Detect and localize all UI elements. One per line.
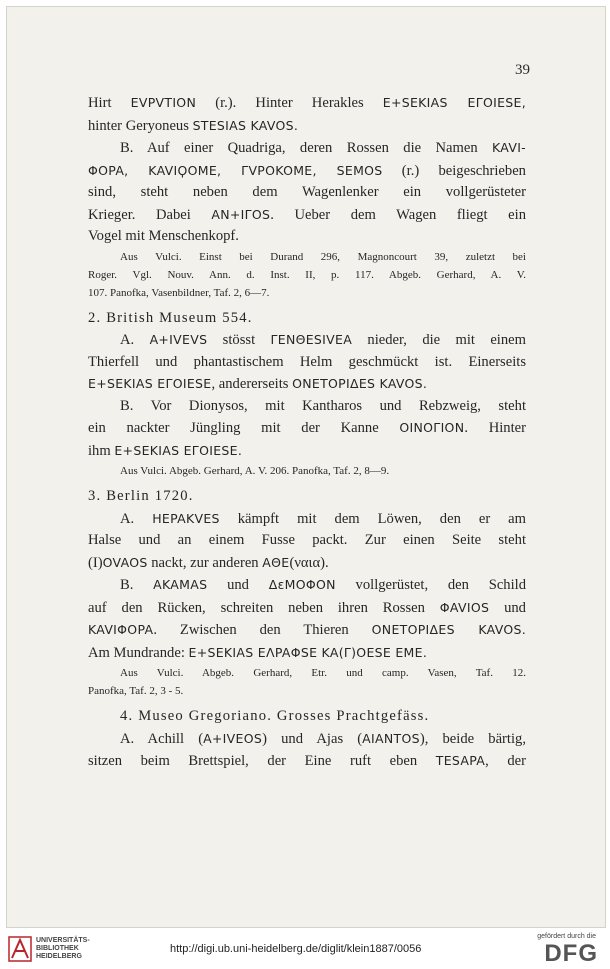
note-line: Aus Vulci. Abgeb. Gerhard, A. V. 206. Panofka, Taf. 2, 8—9.: [120, 465, 390, 477]
note-line: Aus Vulci. Einst bei Durand 296, Magnoncourt 39, zuletzt bei: [120, 250, 526, 263]
text-line: sind, steht neben dem Wagenlenker ein vollgerüsteter: [88, 184, 526, 200]
text-line: B. AKAMAS und ΔεMOΦON vollgerüstet, den Schild: [120, 577, 527, 593]
text-line: hinter Geryoneus STESIAS KAVOS.: [88, 117, 299, 134]
text-line: auf den Rücken, schreiten neben ihren Rossen ΦAVIOS und: [88, 599, 526, 616]
text-line: ΦOPA, KAVIϘOME, ΓVPOKOME, SEMOS (r.) beigeschrieben: [88, 162, 526, 179]
text-line: ein nackter Jüngling mit der Kanne OINOΓION. Hinter: [88, 420, 526, 436]
text-line: Krieger. Dabei AN+IΓOS. Ueber dem Wagen fliegt ein: [88, 206, 526, 223]
note-line: Roger. Vgl. Nouv. Ann. d. Inst. II, p. 117. Abgeb. Gerhard, A. V.: [88, 268, 526, 281]
text-line: ihm E+SEKIAS EΓOIESE.: [88, 442, 243, 459]
text-line: A. Achill (A+IVEOS) und Ajas (AIANTOS), beide bärtig,: [120, 730, 526, 747]
text-line: Thierfell und phantastischem Helm geschmückt ist. Einerseits: [88, 353, 526, 370]
note-line: 107. Panofka, Vasenbildner, Taf. 2, 6—7.: [88, 286, 270, 299]
text-line: A. HEPAKVES kämpft mit dem Löwen, den er am: [120, 510, 527, 527]
sponsor-caption: gefördert durch die: [537, 933, 596, 940]
section-heading: 2. British Museum 554.: [88, 309, 253, 326]
note-line: Aus Vulci. Abgeb. Gerhard, Etr. und camp. Vasen, Taf. 12.: [120, 667, 526, 679]
text-line: Halse und an einem Fusse packt. Zur einen Seite steht: [88, 532, 526, 548]
text-line: B. Vor Dionysos, mit Kantharos und Rebzweig, steht: [120, 397, 526, 414]
section-heading: 4. Museo Gregoriano. Grosses Prachtgefäss.: [120, 708, 430, 724]
dfg-logo: DFG: [544, 940, 598, 967]
text-line: sitzen beim Brettspiel, der Eine ruft eben TESAPA, der: [88, 753, 526, 769]
note-line: Panofka, Taf. 2, 3 - 5.: [88, 685, 184, 697]
text-line: B. Auf einer Quadriga, deren Rossen die Namen KAVI-: [120, 140, 526, 156]
text-line: Am Mundrande: E+SEKIAS EΛPAΦSE KA(Γ)OESE EME.: [88, 644, 428, 661]
section-heading: 3. Berlin 1720.: [88, 488, 194, 504]
text-line: Hirt EVPVTION (r.). Hinter Herakles E+SEKIAS EΓOIESE,: [88, 95, 526, 111]
university-name: UNIVERSITÄTS- BIBLIOTHEK HEIDELBERG: [36, 937, 90, 960]
text-body: [88, 92, 526, 773]
text-line: KAVIΦOPA. Zwischen den Thieren ONETOPIΔES KAVOS.: [88, 622, 526, 638]
university-logo-icon: [8, 936, 32, 962]
text-line: A. A+IVEVS stösst ΓENΘESIVEA nieder, die mit einem: [120, 332, 526, 348]
text-line: E+SEKIAS EΓOIESE, andererseits ONETOPIΔES KAVOS.: [88, 376, 428, 392]
text-line: (I)OVAOS nackt, zur anderen AΘE(ναια).: [88, 554, 329, 571]
text-line: Vogel mit Menschenkopf.: [88, 228, 239, 244]
source-url-link[interactable]: http://digi.ub.uni-heidelberg.de/diglit/klein1887/0056: [170, 943, 422, 955]
page-number: 39: [515, 62, 530, 78]
